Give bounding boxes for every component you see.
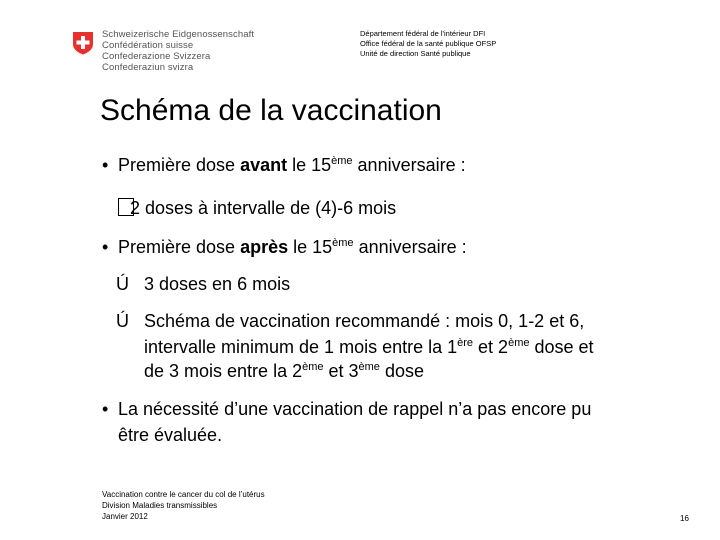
sub-marker: Ú bbox=[116, 274, 129, 294]
sub-item: 2 doses à intervalle de (4)-6 mois bbox=[118, 197, 396, 219]
dept-line: Office fédéral de la santé publique OFSP bbox=[360, 39, 497, 48]
department-info bbox=[360, 29, 496, 59]
bullet-continuation: être évaluée. bbox=[118, 425, 223, 445]
confederation-names bbox=[102, 29, 254, 73]
bullet-marker: • bbox=[102, 237, 109, 257]
footer-line: Janvier 2012 bbox=[102, 512, 148, 521]
org-line: Schweizerische Eidgenossenschaft bbox=[102, 29, 255, 40]
bullet-item: • Première dose après le 15ème anniversaire : bbox=[102, 237, 467, 257]
org-line: Confederazione Svizzera bbox=[102, 51, 211, 62]
bullet-marker: • bbox=[102, 399, 109, 419]
bullet-item: • La nécessité d’une vaccination de rappel n’a pas encore pu bbox=[102, 399, 592, 419]
sub-item: Ú Schéma de vaccination recommandé : mois 0, 1-2 et 6, bbox=[116, 311, 585, 331]
org-line: Confederaziun svizra bbox=[102, 62, 194, 73]
slide-footer bbox=[102, 489, 265, 522]
dept-line: Département fédéral de l'intérieur DFI bbox=[360, 29, 486, 38]
bullet-marker: • bbox=[102, 155, 109, 175]
sub-marker: Ú bbox=[116, 311, 129, 331]
sub-item-continuation: de 3 mois entre la 2ème et 3ème dose bbox=[144, 361, 424, 381]
page-number: 16 bbox=[680, 514, 689, 523]
dept-line: Unité de direction Santé publique bbox=[360, 49, 471, 58]
sub-item-continuation: intervalle minimum de 1 mois entre la 1ère et 2ème dose et bbox=[144, 337, 594, 357]
footer-line: Division Maladies transmissibles bbox=[102, 501, 218, 510]
bullet-item: • Première dose avant le 15ème anniversaire : bbox=[102, 155, 466, 175]
footer-line: Vaccination contre le cancer du col de l’utérus bbox=[102, 490, 265, 499]
swiss-flag-icon bbox=[72, 31, 94, 55]
sub-item: Ú 3 doses en 6 mois bbox=[116, 274, 291, 294]
slide-title: Schéma de la vaccination bbox=[100, 94, 442, 127]
org-line: Confédération suisse bbox=[102, 40, 194, 51]
